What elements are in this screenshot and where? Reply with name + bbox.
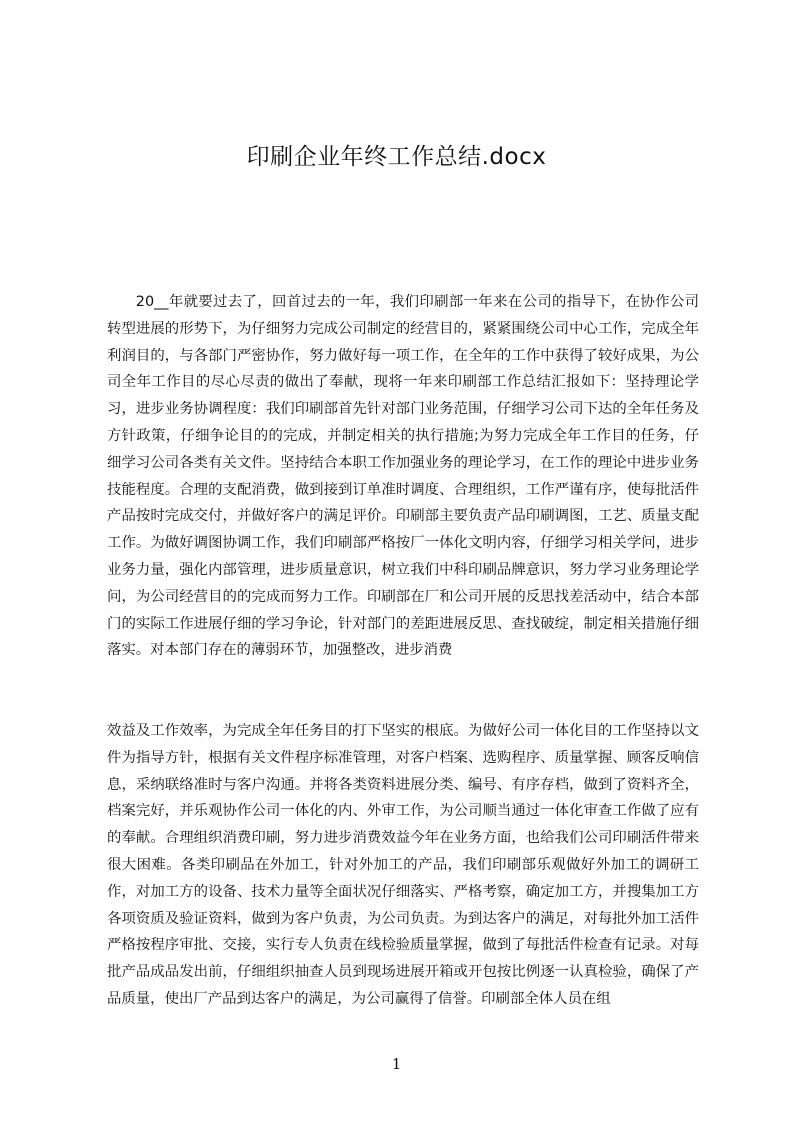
document-title: 印刷企业年终工作总结.docx (246, 144, 547, 170)
body-paragraph: 20__年就要过去了，回首过去的一年，我们印刷部一年来在公司的指导下，在协作公司转型进展的形势下，为仔细努力完成公司制定的经营目的，紧紧围绕公司中心工作，完成全年利润目的，与各部门严密协作，努力做好每一项工作，在全年的工作中获得了较好成果，为公司全年工作目的尽心尽责的做出了奉献，现将一年来印刷部工作总结汇报如下：坚持理论学习，进步业务协调程度：我们印刷部首先针对部门业务范围，仔细学习公司下达的全年任务及方针政策，仔细争论目的的完成，并制定相关的执行措施;为努力完成全年工作目的任务，仔细学习公司各类有关文件。坚持结合本职工作加强业务的理论学习，在工作的理论中进步业务技能程度。合理的支配消费，做到接到订单准时调度、合理组织，工作严谨有序，使每批活件产品按时完成交付，并做好客户的满足评价。印刷部主要负责产品印刷调图，工艺、质量支配工作。为做好调图协调工作，我们印刷部严格按厂一体化文明内容，仔细学习相关学问，进步业务力量，强化内部管理，进步质量意识，树立我们中科印刷品牌意识，努力学习业务理论学问，为公司经营目的的完成而努力工作。印刷部在厂和公司开展的反思找差活动中，结合本部门的实际工作进展仔细的学习争论，针对部门的差距进展反思、查找破绽，制定相关措施仔细落实。对本部门存在的薄弱环节，加强整改，进步消费 (107, 294, 699, 659)
body-paragraph-continued: 效益及工作效率，为完成全年任务目的打下坚实的根底。为做好公司一体化目的工作坚持以文件为指导方针，根据有关文件程序标准管理，对客户档案、选购程序、质量掌握、顾客反响信息，采纳联络准时与客户沟通。并将各类资料进展分类、编号、有序存档，做到了资料齐全，档案完好，并乐观协作公司一体化的内、外审工作，为公司顺当通过一体化审查工作做了应有的奉献。合理组织消费印刷，努力进步消费效益今年在业务方面，也给我们公司印刷活件带来很大困难。各类印刷品在外加工，针对外加工的产品，我们印刷部乐观做好外加工的调研工作，对加工方的设备、技术力量等全面状况仔细落实、严格考察，确定加工方，并搜集加工方各项资质及验证资料，做到为客户负责，为公司负责。为到达客户的满足，对每批外加工活件严格按程序审批、交接，实行专人负责在线检验质量掌握，做到了每批活件检查有记录。对每批产品成品发出前，仔细组织抽查人员到现场进展开箱或开包按比例逐一认真检验，确保了产品质量，使出厂产品到达客户的满足，为公司赢得了信誉。印刷部全体人员在组 (107, 723, 699, 1007)
page-number: 1 (391, 1055, 402, 1073)
